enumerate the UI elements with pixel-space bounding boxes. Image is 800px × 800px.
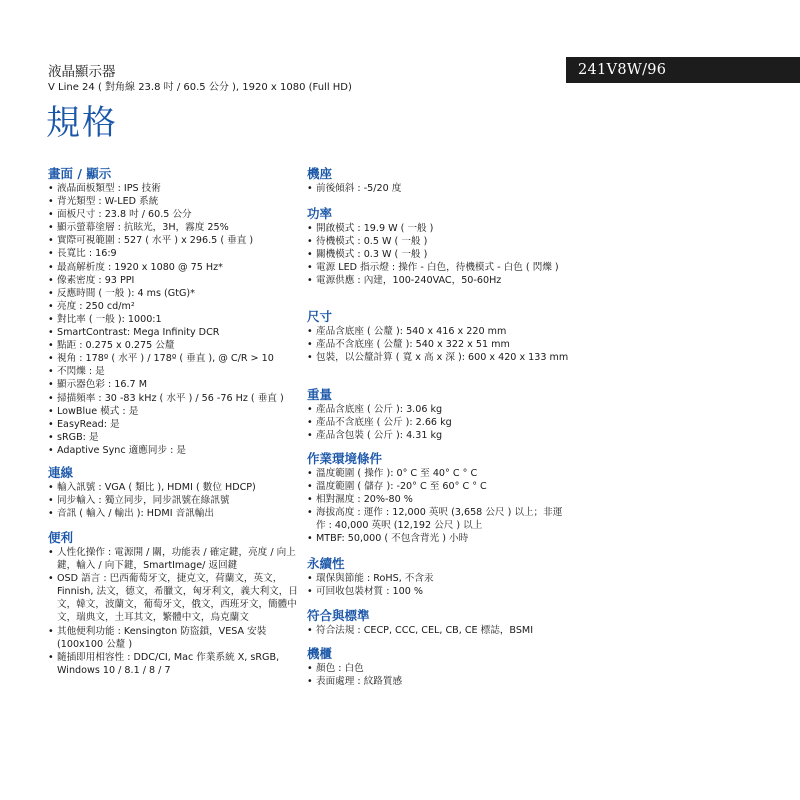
section-compliance	[307, 608, 569, 637]
section-stand	[307, 166, 569, 195]
section-title: 符合與標準	[307, 608, 370, 623]
section-sustainability	[307, 556, 569, 598]
spec-item: • EasyRead: 是	[48, 418, 304, 431]
spec-item: • 視角 : 178º ( 水平 ) / 178º ( 垂直 ), @ C/R > 10	[48, 352, 304, 365]
section-title: 作業環境條件	[307, 451, 383, 466]
spec-item: • 包裝，以公釐計算 ( 寬 x 高 x 深 ): 600 x 420 x 133 mm	[307, 351, 569, 364]
spec-item: • 表面處理 : 紋路質感	[307, 675, 569, 688]
product-description: V Line 24 ( 對角線 23.8 吋 / 60.5 公分 ), 1920 x 1080 (Full HD)	[48, 82, 352, 93]
spec-list	[48, 546, 304, 677]
spec-list	[48, 481, 304, 520]
spec-item: • 產品含底座 ( 公釐 ): 540 x 416 x 220 mm	[307, 325, 569, 338]
spec-item: • OSD 語言 : 巴西葡萄牙文，捷克文，荷蘭文，英文，Finnish, 法文，德文，希臘文，匈牙利文，義大利文，日文，韓文，波蘭文，葡萄牙文，俄文，西班牙文，簡體中文，瑞典文，土耳其文，繁體中文，烏克蘭文	[48, 572, 304, 624]
section-picture-display	[48, 166, 304, 457]
spec-item: • 電源 LED 指示燈 : 操作 - 白色，待機模式 - 白色 ( 閃爍 )	[307, 261, 569, 274]
spec-item: • 電源供應 : 內建，100-240VAC，50-60Hz	[307, 274, 569, 287]
spec-list	[307, 222, 569, 287]
spec-item: • 亮度 : 250 cd/m²	[48, 300, 304, 313]
spec-item: • 顯示器色彩 : 16.7 M	[48, 378, 304, 391]
spec-item: • 環保與節能 : RoHS, 不含汞	[307, 572, 569, 585]
spec-item: • 其他便利功能 : Kensington 防盜鎖，VESA 安裝 (100x100 公釐 )	[48, 625, 304, 651]
section-title: 尺寸	[307, 309, 333, 324]
spec-item: • 音訊 ( 輸入 / 輸出 ): HDMI 音訊輸出	[48, 507, 304, 520]
section-convenience	[48, 530, 304, 677]
spec-item: • 顯示螢幕塗層 : 抗眩光，3H，霧度 25%	[48, 221, 304, 234]
spec-list	[307, 662, 569, 688]
section-cabinet	[307, 646, 569, 688]
spec-item: • 產品不含底座 ( 公釐 ): 540 x 322 x 51 mm	[307, 338, 569, 351]
spec-item: • SmartContrast: Mega Infinity DCR	[48, 326, 304, 339]
spec-item: • LowBlue 模式 : 是	[48, 405, 304, 418]
spec-item: • 隨插即用相容性 : DDC/CI, Mac 作業系統 X, sRGB, Windows 10 / 8.1 / 8 / 7	[48, 651, 304, 677]
spec-item: • 不閃爍 : 是	[48, 365, 304, 378]
spec-list	[307, 624, 569, 637]
section-title: 功率	[307, 206, 333, 221]
section-power	[307, 206, 569, 287]
spec-item: • 掃描頻率 : 30 -83 kHz ( 水平 ) / 56 -76 Hz ( 垂直 )	[48, 392, 304, 405]
model-badge: 241V8W/96	[566, 57, 800, 83]
spec-item: • 人性化操作 : 電源開 / 關，功能表 / 確定鍵，亮度 / 向上鍵，輸入 / 向下鍵，SmartImage/ 返回鍵	[48, 546, 304, 572]
spec-item: • 產品含包裝 ( 公斤 ): 4.31 kg	[307, 429, 569, 442]
spec-item: • 液晶面板類型 : IPS 技術	[48, 182, 304, 195]
spec-item: • 最高解析度 : 1920 x 1080 @ 75 Hz*	[48, 261, 304, 274]
spec-item: • Adaptive Sync 適應同步 : 是	[48, 444, 304, 457]
spec-list	[307, 182, 569, 195]
spec-item: • 溫度範圍 ( 操作 ): 0° C 至 40° C ° C	[307, 467, 569, 480]
spec-item: • 相對濕度 : 20%-80 %	[307, 493, 569, 506]
spec-item: • 背光類型 : W-LED 系統	[48, 195, 304, 208]
spec-list	[307, 467, 569, 546]
spec-item: • 對比率 ( 一般 ): 1000:1	[48, 313, 304, 326]
spec-item: • 輸入訊號 : VGA ( 類比 ), HDMI ( 數位 HDCP)	[48, 481, 304, 494]
spec-list	[307, 325, 569, 364]
section-title: 畫面 / 顯示	[48, 166, 112, 181]
spec-item: • 實際可視範圍 : 527 ( 水平 ) x 296.5 ( 垂直 )	[48, 234, 304, 247]
section-weight	[307, 387, 569, 442]
spec-item: • sRGB: 是	[48, 431, 304, 444]
spec-item: • MTBF: 50,000 ( 不包含背光 ) 小時	[307, 532, 569, 545]
spec-item: • 長寬比 : 16:9	[48, 247, 304, 260]
spec-item: • 可回收包裝材質 : 100 %	[307, 585, 569, 598]
section-title: 連線	[48, 465, 74, 480]
spec-item: • 符合法規 : CECP, CCC, CEL, CB, CE 標誌，BSMI	[307, 624, 569, 637]
section-title: 機座	[307, 166, 333, 181]
spec-item: • 產品含底座 ( 公斤 ): 3.06 kg	[307, 403, 569, 416]
spec-list	[307, 572, 569, 598]
section-title: 永續性	[307, 556, 345, 571]
spec-item: • 待機模式 : 0.5 W ( 一般 )	[307, 235, 569, 248]
spec-item: • 前後傾斜 : -5/20 度	[307, 182, 569, 195]
spec-item: • 海拔高度 : 運作 : 12,000 英呎 (3,658 公尺 ) 以上；非運作 : 40,000 英呎 (12,192 公尺 ) 以上	[307, 506, 569, 532]
spec-item: • 開啟模式 : 19.9 W ( 一般 )	[307, 222, 569, 235]
page-title: 規格	[46, 103, 118, 143]
product-name: 液晶顯示器	[48, 64, 116, 80]
section-connectivity	[48, 465, 304, 520]
section-title: 便利	[48, 530, 74, 545]
spec-item: • 顏色 : 白色	[307, 662, 569, 675]
section-operating-conditions	[307, 451, 569, 546]
spec-item: • 點距 : 0.275 x 0.275 公釐	[48, 339, 304, 352]
section-title: 機櫃	[307, 646, 333, 661]
spec-item: • 面板尺寸 : 23.8 吋 / 60.5 公分	[48, 208, 304, 221]
spec-item: • 同步輸入 : 獨立同步，同步訊號在綠訊號	[48, 494, 304, 507]
spec-item: • 像素密度 : 93 PPI	[48, 274, 304, 287]
spec-item: • 反應時間 ( 一般 ): 4 ms (GtG)*	[48, 287, 304, 300]
section-title: 重量	[307, 387, 333, 402]
spec-item: • 溫度範圍 ( 儲存 ): -20° C 至 60° C ° C	[307, 480, 569, 493]
spec-item: • 產品不含底座 ( 公斤 ): 2.66 kg	[307, 416, 569, 429]
section-dimensions	[307, 309, 569, 364]
spec-list	[48, 182, 304, 457]
spec-item: • 關機模式 : 0.3 W ( 一般 )	[307, 248, 569, 261]
spec-list	[307, 403, 569, 442]
